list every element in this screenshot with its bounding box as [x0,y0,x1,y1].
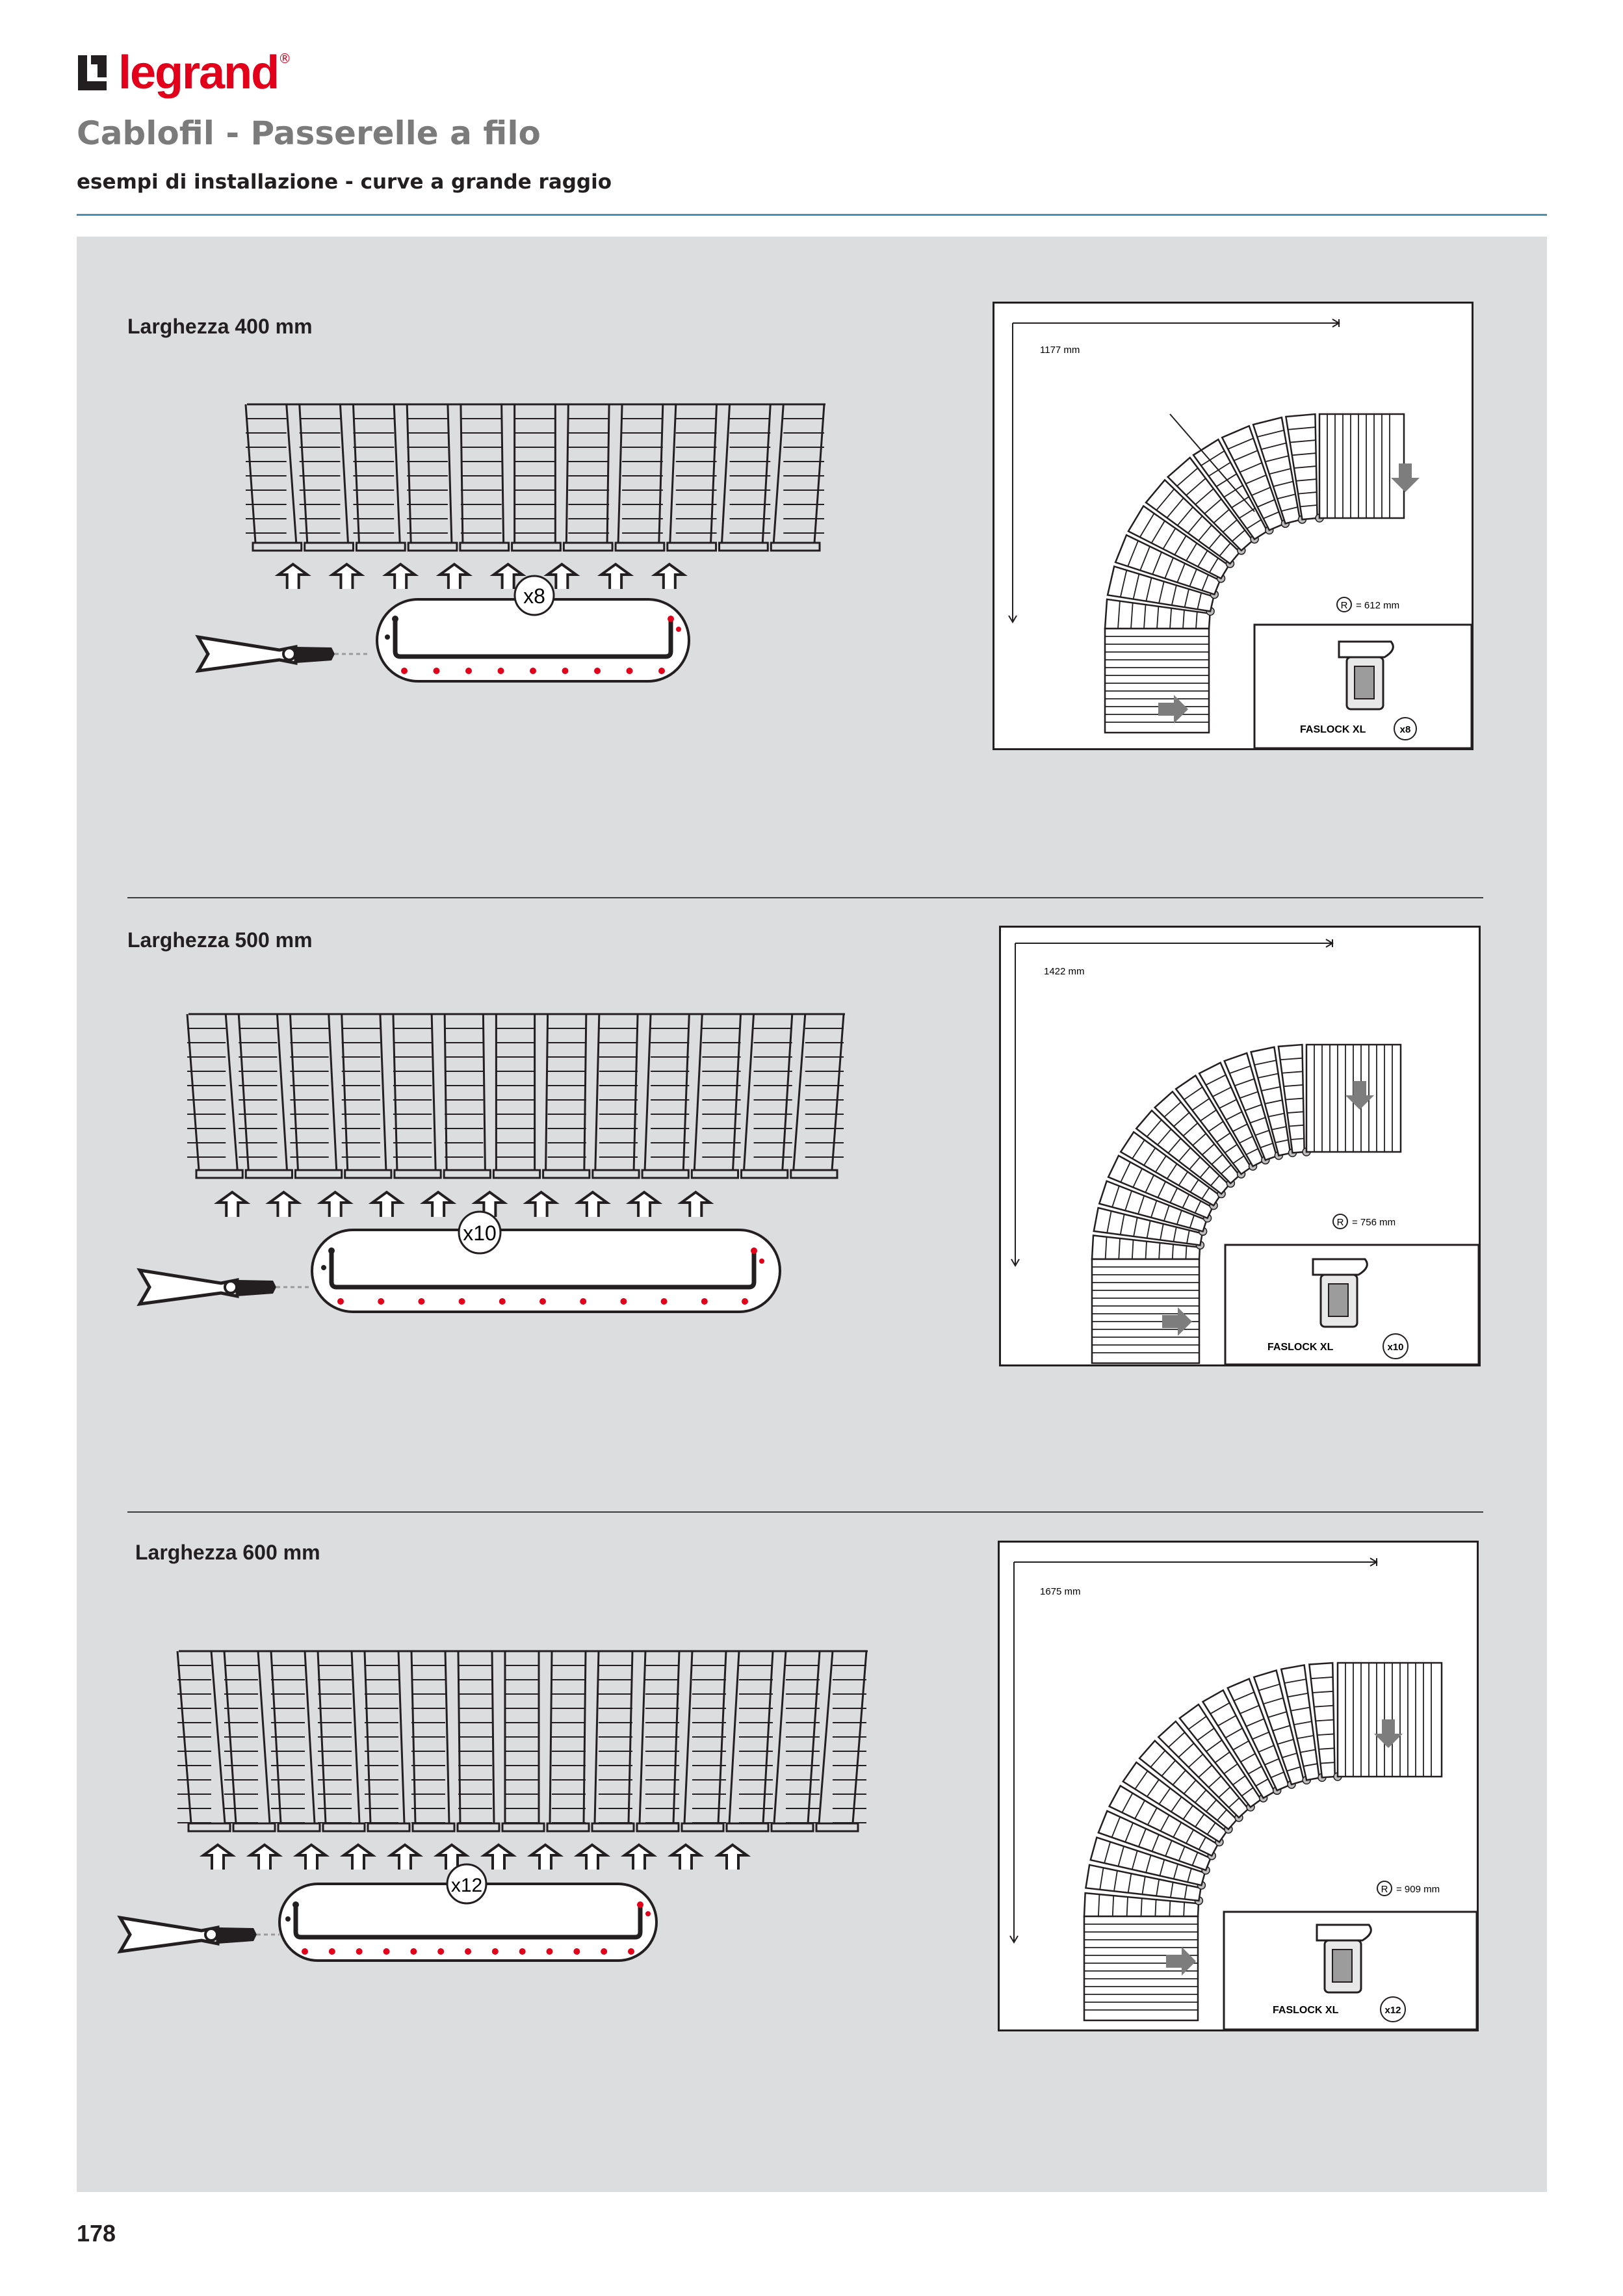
legrand-mark-icon [77,54,109,92]
tray-segment [727,1651,773,1831]
header-rule [77,214,1547,216]
tray-segment [791,1014,844,1178]
tray-segment [246,404,302,551]
cut-point [562,668,569,674]
section-divider [127,897,1483,898]
cut-point [356,1948,363,1955]
brand-logo [77,47,291,99]
cut-point [499,1298,506,1305]
connector-qty: x10 [1387,1342,1404,1353]
cut-point [465,668,472,674]
cut-point [601,1948,607,1955]
arrow-up-icon [279,564,307,589]
arrow-up-icon [321,1192,350,1217]
cut-point [437,1948,444,1955]
tray-segments [187,1014,845,1178]
cut-point [547,1948,553,1955]
tray-segment [353,404,405,551]
cut-point [498,668,504,674]
straight-tray [1319,414,1404,518]
arrow-up-icon [297,1845,326,1870]
section-label-400: Larghezza 400 mm [127,315,313,338]
tray-segment [682,1651,726,1831]
cut-point [329,1948,335,1955]
radius-symbol-text: R [1340,600,1348,611]
curve-diagram-400 [993,302,1474,750]
tray-segment [720,404,771,551]
tray-segment [642,1014,689,1178]
cut-point [661,1298,668,1305]
tray-segment [318,1651,365,1831]
section-label-600: Larghezza 600 mm [135,1541,320,1564]
arrow-up-icon [332,564,361,589]
cut-count-text: x10 [463,1221,497,1245]
arrow-up-icon [625,1845,653,1870]
tray-segment [393,1014,441,1178]
cut-count-text: x12 [450,1875,483,1896]
arrow-icons [279,564,684,589]
cut-point [401,668,408,674]
page-subtitle: esempi di installazione - curve a grande raggio [77,170,612,194]
cut-point [539,1298,546,1305]
arrow-up-icon [372,1192,401,1217]
connector-name: FASLOCK XL [1300,724,1366,735]
curve-diagram-600 [998,1541,1479,2031]
arrow-up-icon [578,1192,607,1217]
tray-segment [458,1651,499,1831]
curve-length-label: 1177 mm [1040,345,1080,356]
tray-segment [411,1651,454,1831]
cutter-icon [140,1270,312,1304]
tray-segment [742,1014,792,1178]
cut-point [620,1298,627,1305]
tray-segment [512,404,561,551]
arrow-up-icon [671,1845,700,1870]
tray-cut-diagram-600 [107,1638,887,1966]
connector-name: FASLOCK XL [1273,2005,1339,2016]
radius-value: = 756 mm [1352,1217,1396,1228]
arrow-up-icon [424,1192,452,1217]
tray-segment [342,1014,391,1178]
straight-tray [1105,629,1209,733]
tray-segment [290,1014,341,1178]
cut-point [337,1298,344,1305]
tray-segment [692,1014,740,1178]
cut-point [519,1948,526,1955]
cut-point [302,1948,308,1955]
tray-segment [239,1014,292,1178]
arrow-up-icon [440,564,469,589]
arrow-up-icon [250,1845,279,1870]
curve-length-label: 1675 mm [1040,1586,1081,1597]
cut-point [383,1948,390,1955]
tray-segment [593,1014,639,1178]
arrow-up-icon [531,1845,560,1870]
arrow-up-icon [578,1845,606,1870]
tray-segment [772,1651,820,1831]
registered-mark: ® [278,51,292,66]
tray-segment [592,1651,634,1831]
cut-point [459,1298,465,1305]
arrow-up-icon [386,564,415,589]
arrow-up-icon [718,1845,747,1870]
arrow-up-icon [655,564,684,589]
cutter-icon [120,1918,279,1951]
tray-segment [771,404,824,551]
arrow-up-icon [344,1845,372,1870]
tray-segments [246,404,825,551]
tray-segment [444,1014,490,1178]
cut-point [378,1298,384,1305]
tray-segment [502,1651,544,1831]
arrow-up-icon [391,1845,419,1870]
cut-point [580,1298,586,1305]
radius-symbol-text: R [1381,1884,1388,1895]
arrow-up-icon [203,1845,232,1870]
tray-segment [224,1651,275,1831]
tray-segment [460,404,509,551]
connector-qty: x12 [1384,2005,1401,2016]
connector-name: FASLOCK XL [1267,1342,1334,1353]
curve-diagram-500 [999,926,1481,1366]
connector-qty: x8 [1399,724,1411,735]
cut-point [658,668,665,674]
page-title: Cablofil - Passerelle a filo [77,114,541,152]
curve-length-label: 1422 mm [1044,966,1085,977]
radius-value: = 612 mm [1356,600,1400,611]
straight-tray [1092,1259,1199,1363]
arrow-up-icon [681,1192,710,1217]
cut-point [492,1948,499,1955]
straight-tray [1084,1916,1198,2020]
cut-count-text: x8 [523,584,545,608]
tray-segment [493,1014,539,1178]
cutter-icon [198,637,370,671]
cut-point [465,1948,471,1955]
tray-segment [543,1014,590,1178]
cut-point [628,1948,634,1955]
arrow-up-icon [218,1192,246,1217]
cut-point [627,668,633,674]
tray-segment [668,404,717,551]
cut-point [418,1298,424,1305]
tray-segment [365,1651,409,1831]
radius-symbol-text: R [1336,1217,1344,1228]
arrow-up-icon [269,1192,298,1217]
cut-point [701,1298,708,1305]
tray-segment [637,1651,679,1831]
cut-point [573,1948,580,1955]
cut-point [594,668,601,674]
tray-segment [187,1014,242,1178]
tray-cut-diagram-400 [188,390,838,692]
tray-segment [564,404,612,551]
tray-segment [547,1651,589,1831]
tray-segment [300,404,354,551]
arrow-up-icon [484,1845,513,1870]
tray-segment [271,1651,320,1831]
section-divider [127,1511,1483,1513]
arrow-up-icon [527,1192,556,1217]
cut-point [742,1298,748,1305]
tray-segment [816,1651,866,1831]
cut-point [410,1948,417,1955]
radius-value: = 909 mm [1396,1884,1440,1895]
tray-cut-diagram-500 [117,1001,858,1316]
arrow-up-icon [630,1192,658,1217]
cut-point [530,668,536,674]
arrow-icons [218,1192,710,1217]
tray-segment [407,404,457,551]
arrow-up-icon [601,564,630,589]
section-label-500: Larghezza 500 mm [127,928,313,952]
tray-segments [177,1651,868,1831]
brand-name: legrand [118,47,279,99]
tray-segment [177,1651,230,1831]
tray-segment [616,404,664,551]
page-number: 178 [77,2220,116,2247]
cut-point [434,668,440,674]
